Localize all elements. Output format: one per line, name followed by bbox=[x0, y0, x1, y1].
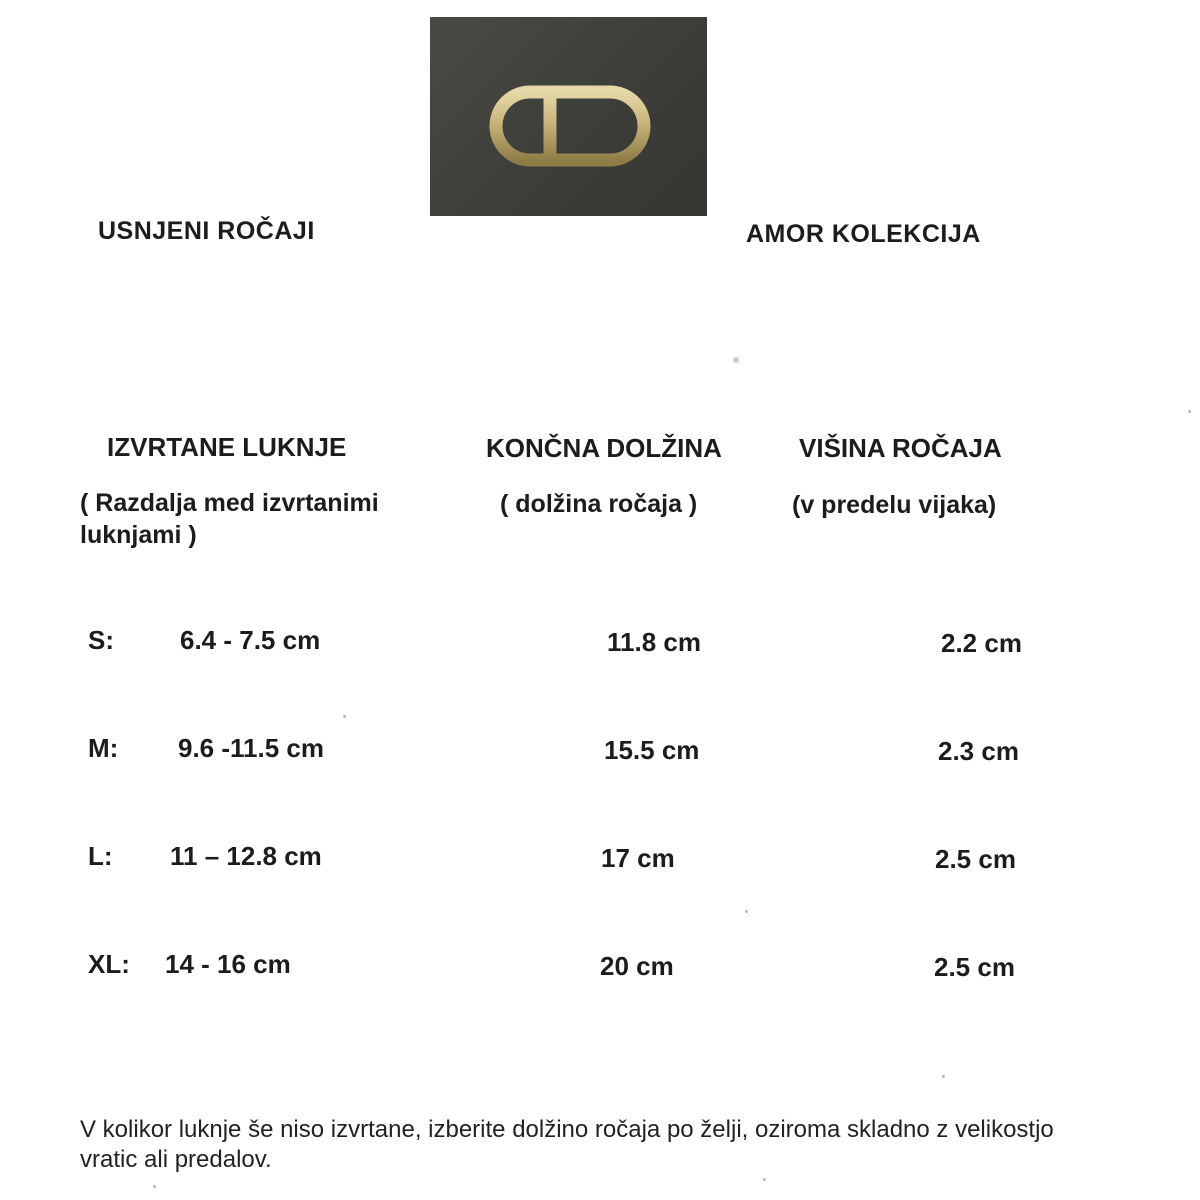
column-title-length: KONČNA DOLŽINA bbox=[486, 433, 722, 463]
row-length-value: 17 cm bbox=[601, 843, 675, 873]
scan-speck bbox=[1188, 410, 1191, 413]
row-size-label: L: bbox=[88, 841, 113, 871]
scan-speck bbox=[733, 357, 739, 363]
row-length-value: 15.5 cm bbox=[604, 735, 700, 765]
header-right-title: AMOR KOLEKCIJA bbox=[746, 220, 981, 248]
scan-speck bbox=[763, 1178, 766, 1181]
scan-speck bbox=[942, 1075, 945, 1078]
row-length-value: 11.8 cm bbox=[607, 627, 701, 657]
brand-logo bbox=[430, 17, 707, 216]
column-subtitle-height: (v predelu vijaka) bbox=[792, 491, 997, 519]
row-height-value: 2.5 cm bbox=[934, 952, 1015, 982]
row-holes-value: 9.6 -11.5 cm bbox=[178, 733, 324, 763]
row-size-label: M: bbox=[88, 733, 119, 763]
row-height-value: 2.3 cm bbox=[938, 736, 1019, 766]
row-holes-value: 6.4 - 7.5 cm bbox=[180, 625, 321, 655]
row-holes-value: 14 - 16 cm bbox=[165, 949, 291, 979]
column-title-holes: IZVRTANE LUKNJE bbox=[107, 432, 347, 462]
column-subtitle-holes: ( Razdalja med izvrtanimi luknjami ) bbox=[80, 489, 379, 549]
scan-speck bbox=[745, 910, 748, 913]
scan-speck bbox=[343, 715, 346, 718]
column-title-height: VIŠINA ROČAJA bbox=[799, 433, 1002, 463]
footer-note: V kolikor luknje še niso izvrtane, izberite dolžino ročaja po želji, oziroma skladno z velikostjo vratic ali predalov. bbox=[80, 1116, 1054, 1173]
scan-speck bbox=[153, 1185, 156, 1188]
row-holes-value: 11 – 12.8 cm bbox=[170, 841, 322, 871]
row-size-label: S: bbox=[88, 625, 114, 655]
header-left-title: USNJENI ROČAJI bbox=[98, 217, 315, 245]
row-height-value: 2.2 cm bbox=[941, 628, 1022, 658]
dd-monogram-logo-icon bbox=[430, 17, 707, 216]
row-size-label: XL: bbox=[88, 949, 130, 979]
row-height-value: 2.5 cm bbox=[935, 844, 1016, 874]
column-subtitle-length: ( dolžina ročaja ) bbox=[500, 490, 698, 518]
row-length-value: 20 cm bbox=[600, 951, 674, 981]
